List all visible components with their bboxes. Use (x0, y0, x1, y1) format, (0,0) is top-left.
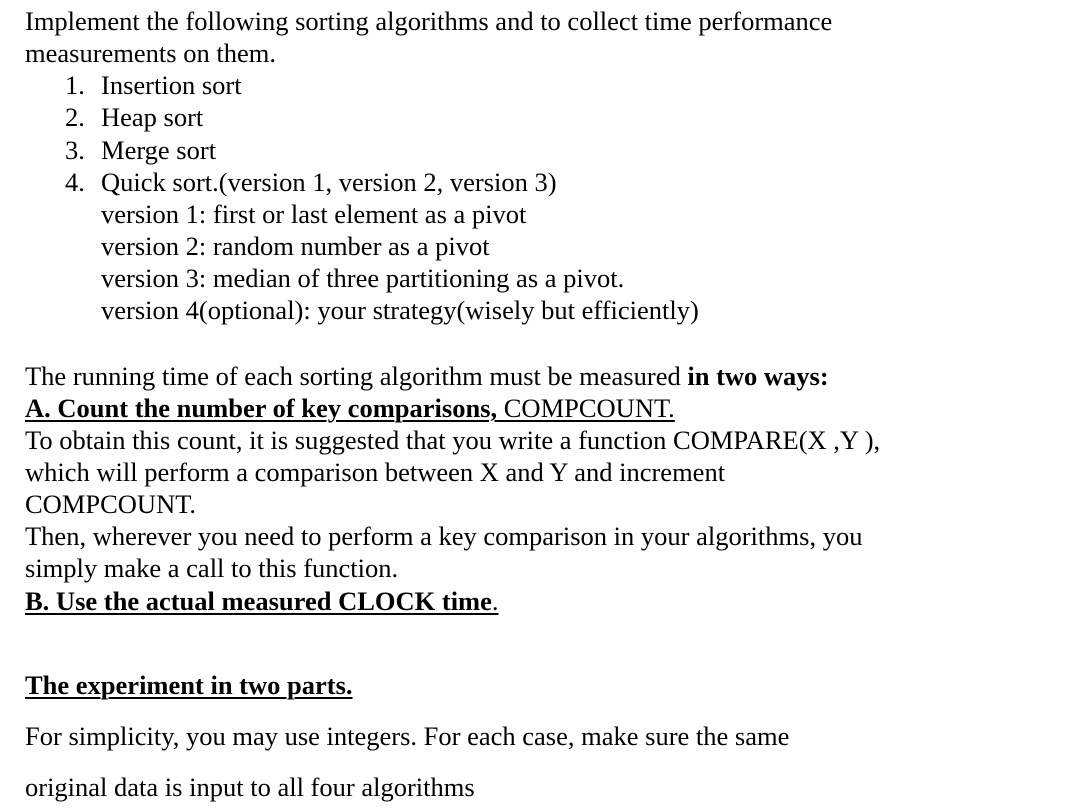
paragraph-line: Then, wherever you need to perform a key comparison in your algorithms, you (25, 521, 863, 551)
list-item (65, 72, 242, 99)
list-number: 4. (65, 167, 85, 197)
experiment-line-1: For simplicity, you may use integers. For each case, make sure the same (25, 721, 790, 751)
intro-line-1: Implement the following sorting algorithms and to collect time performance (25, 6, 833, 36)
paragraph-line: which will perform a comparison between X and Y and increment (25, 457, 726, 487)
version-line: version 4(optional): your strategy(wisely but efficiently) (101, 295, 699, 325)
list-item (65, 169, 557, 196)
experiment-heading: The experiment in two parts. (25, 670, 353, 700)
list-label: Insertion sort (101, 70, 242, 100)
intro-line-2: measurements on them. (25, 38, 276, 68)
version-line: version 2: random number as a pivot (101, 231, 490, 261)
heading-a (25, 395, 675, 422)
heading-a-text: A. Count the number of key comparisons, (25, 393, 498, 423)
experiment-line-2: original data is input to all four algorithms (25, 772, 475, 802)
list-item (65, 104, 203, 131)
heading-a-tail: COMPCOUNT. (497, 393, 675, 423)
list-number: 2. (65, 102, 85, 132)
list-number: 1. (65, 70, 85, 100)
measure-lead (25, 363, 829, 390)
heading-b (25, 588, 499, 615)
measure-lead-text: The running time of each sorting algorithm must be measured (25, 361, 688, 391)
list-label: Heap sort (101, 102, 204, 132)
version-line: version 3: median of three partitioning as a pivot. (101, 263, 625, 293)
paragraph-line: simply make a call to this function. (25, 553, 399, 583)
list-label: Merge sort (101, 135, 217, 165)
list-label: Quick sort.(version 1, version 2, version 3) (101, 167, 557, 197)
heading-b-tail: . (491, 586, 499, 616)
list-number: 3. (65, 135, 85, 165)
measure-lead-bold: in two ways: (687, 361, 829, 391)
paragraph-line: To obtain this count, it is suggested that you write a function COMPARE(X ,Y ), (25, 425, 881, 455)
version-line: version 1: first or last element as a pivot (101, 199, 527, 229)
paragraph-line: COMPCOUNT. (25, 489, 197, 519)
list-item (65, 137, 216, 164)
heading-b-text: B. Use the actual measured CLOCK time (25, 586, 492, 616)
